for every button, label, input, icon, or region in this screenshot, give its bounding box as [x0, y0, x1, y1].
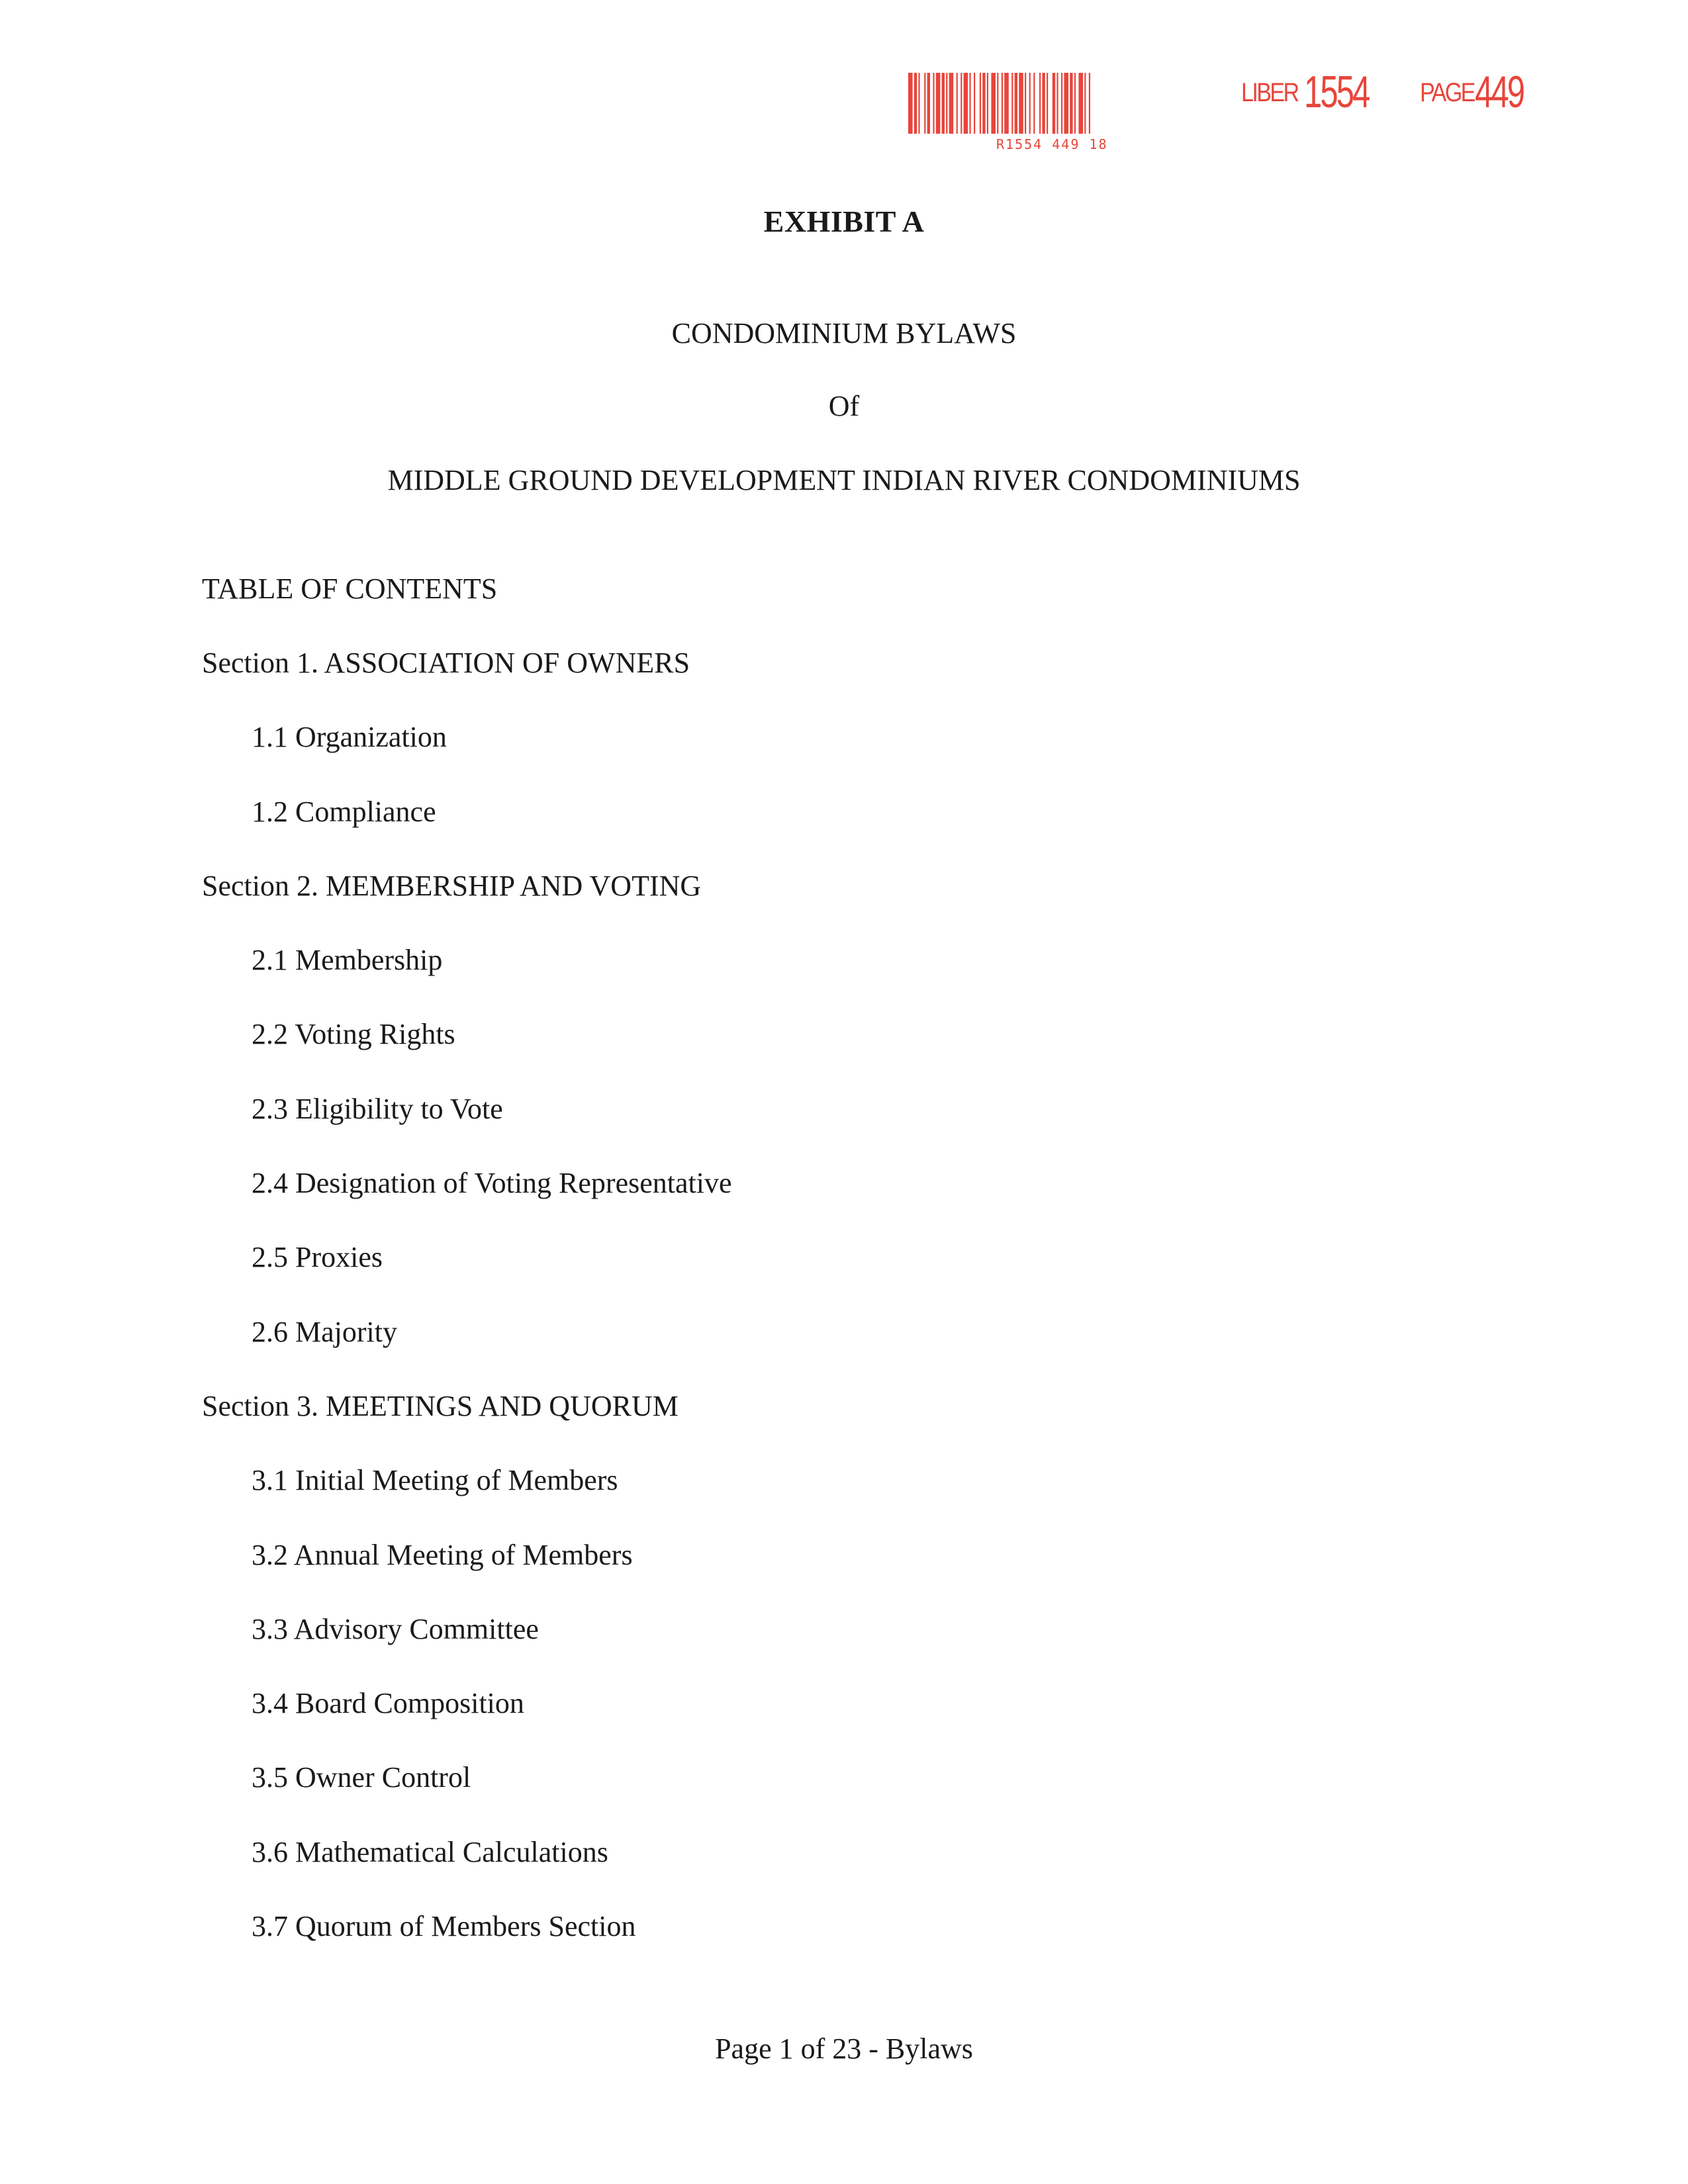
toc-subsection-entry: 2.4 Designation of Voting Representative	[252, 1167, 732, 1200]
barcode-bar	[969, 73, 970, 134]
toc-subsection-entry: 1.2 Compliance	[252, 795, 436, 828]
barcode-bar	[1019, 73, 1023, 134]
toc-list	[202, 645, 1526, 1982]
barcode-bar	[1039, 73, 1041, 134]
barcode-bar	[1056, 73, 1058, 134]
barcode-bar	[974, 73, 975, 134]
barcode-bar	[933, 73, 934, 134]
barcode-bar	[924, 73, 925, 134]
barcode-bar	[914, 73, 917, 134]
barcode-bar	[1015, 73, 1017, 134]
stamp-page-number: 449	[1475, 67, 1524, 117]
association-name: MIDDLE GROUND DEVELOPMENT INDIAN RIVER CONDOMINIUMS	[387, 464, 1301, 496]
page-footer: Page 1 of 23 - Bylaws	[715, 2032, 973, 2065]
barcode-bar	[1064, 73, 1068, 134]
barcode-bar	[957, 73, 958, 134]
barcode-bar	[1047, 73, 1048, 134]
table-of-contents	[202, 570, 1526, 1982]
barcode-bar	[1042, 73, 1045, 134]
toc-subsection-entry: 2.5 Proxies	[252, 1241, 383, 1274]
toc-subsection-entry: 3.7 Quorum of Members Section	[252, 1910, 636, 1943]
toc-subsection-entry: 2.3 Eligibility to Vote	[252, 1092, 503, 1125]
title-connector: Of	[828, 390, 860, 422]
barcode-number: R1554 449 18	[996, 136, 1108, 152]
barcode-bar	[1074, 73, 1076, 134]
barcode-bar	[1002, 73, 1003, 134]
toc-subsection-entry: 3.6 Mathematical Calculations	[252, 1835, 608, 1868]
barcode-bar	[1084, 73, 1086, 134]
liber-label: LIBER	[1241, 78, 1298, 107]
barcode-bar	[949, 73, 954, 134]
barcode-bar	[936, 73, 941, 134]
barcode-bar	[987, 73, 988, 134]
barcode-bar	[980, 73, 981, 134]
toc-section-entry: Section 3. MEETINGS AND QUORUM	[202, 1389, 679, 1422]
toc-section-entry: Section 1. ASSOCIATION OF OWNERS	[202, 647, 690, 679]
barcode-bar	[918, 73, 919, 134]
toc-subsection-entry: 3.1 Initial Meeting of Members	[252, 1464, 618, 1497]
barcode-bar	[991, 73, 996, 134]
toc-subsection-entry: 3.3 Advisory Committee	[252, 1612, 539, 1645]
liber-number: 1554	[1304, 67, 1369, 117]
barcode-bar	[1070, 73, 1072, 134]
barcode-bar	[908, 73, 913, 134]
barcode-bar	[1029, 73, 1031, 134]
toc-subsection-entry: 2.6 Majority	[252, 1315, 397, 1348]
toc-subsection-entry: 3.2 Annual Meeting of Members	[252, 1538, 633, 1571]
toc-heading: TABLE OF CONTENTS	[202, 572, 498, 605]
barcode-bar	[964, 73, 968, 134]
stamp-page-label: PAGE	[1420, 78, 1474, 107]
exhibit-heading: EXHIBIT A	[763, 205, 925, 238]
barcode-bar	[1011, 73, 1013, 134]
toc-subsection-entry: 1.1 Organization	[252, 721, 447, 754]
barcode-bar	[961, 73, 962, 134]
toc-subsection-entry: 2.2 Voting Rights	[252, 1018, 455, 1051]
barcode-bar	[1004, 73, 1009, 134]
barcode-bar	[1078, 73, 1083, 134]
barcode-bar	[997, 73, 998, 134]
barcode-bar	[946, 73, 947, 134]
barcode-bar	[1061, 73, 1062, 134]
toc-section-entry: Section 2. MEMBERSHIP AND VOTING	[202, 869, 702, 902]
barcode-bar	[927, 73, 930, 134]
toc-subsection-entry: 3.4 Board Composition	[252, 1687, 524, 1720]
barcode-graphic	[907, 73, 1198, 138]
barcode-bar	[1089, 73, 1090, 134]
barcode-bar	[1025, 73, 1026, 134]
barcode-bar	[1033, 73, 1035, 134]
barcode-bar	[942, 73, 945, 134]
toc-subsection-entry: 3.5 Owner Control	[252, 1761, 471, 1794]
recording-stamp	[907, 66, 1542, 159]
barcode-bar	[982, 73, 985, 134]
document-title: CONDOMINIUM BYLAWS	[671, 317, 1017, 349]
barcode-bar	[1053, 73, 1055, 134]
toc-subsection-entry: 2.1 Membership	[252, 944, 443, 977]
